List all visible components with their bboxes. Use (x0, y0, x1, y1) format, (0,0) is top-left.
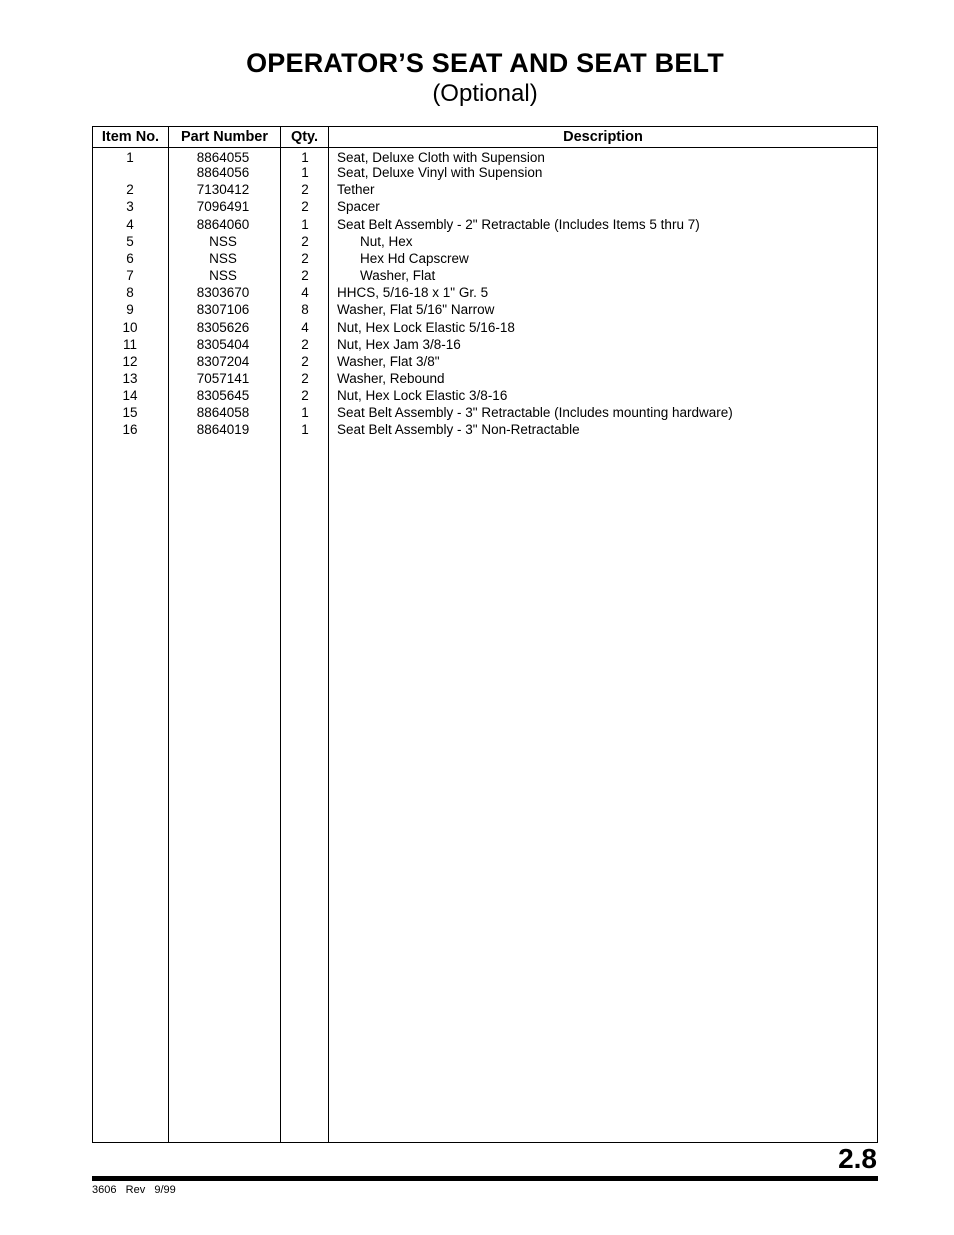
description: Washer, Flat 5/16" Narrow (337, 302, 495, 317)
table-row (93, 405, 877, 421)
part-number: 7096491 (196, 199, 250, 214)
description: Washer, Flat (360, 268, 436, 283)
table-row (93, 302, 877, 318)
quantity: 2 (301, 388, 309, 403)
item-number: 10 (122, 320, 138, 335)
quantity: 1 (301, 422, 309, 437)
quantity: 4 (301, 320, 309, 335)
description: Seat, Deluxe Vinyl with Supension (337, 165, 543, 180)
item-number: 16 (122, 422, 138, 437)
parts-table (92, 126, 878, 1143)
quantity: 2 (301, 182, 309, 197)
table-row (93, 285, 877, 301)
description: Spacer (337, 199, 380, 214)
quantity: 1 (301, 405, 309, 420)
table-row (93, 268, 877, 284)
table-row (93, 234, 877, 250)
quantity: 2 (301, 354, 309, 369)
description: Seat Belt Assembly - 3" Non-Retractable (337, 422, 580, 437)
table-row (93, 337, 877, 353)
header-item-no: Item No. (101, 129, 160, 145)
item-number: 5 (126, 234, 134, 249)
description: Nut, Hex (360, 234, 413, 249)
page-subtitle: (Optional) (432, 80, 538, 107)
quantity: 8 (301, 302, 309, 317)
description: Hex Hd Capscrew (360, 251, 469, 266)
part-number: 8864058 (196, 405, 250, 420)
quantity: 1 (301, 217, 309, 232)
quantity: 2 (301, 234, 309, 249)
header-description: Description (563, 129, 643, 145)
part-number: 8864060 (196, 217, 250, 232)
table-row (93, 199, 877, 215)
table-row (93, 371, 877, 387)
item-number: 7 (126, 268, 134, 283)
part-number: 8307106 (196, 302, 250, 317)
table-row (93, 354, 877, 370)
header-part-number: Part Number (180, 129, 269, 145)
part-number: 8864019 (196, 422, 250, 437)
part-number: NSS (209, 251, 237, 266)
part-number: 8305404 (196, 337, 250, 352)
item-number: 2 (126, 182, 134, 197)
quantity: 2 (301, 199, 309, 214)
item-number: 3 (126, 199, 134, 214)
item-number: 8 (126, 285, 134, 300)
item-number: 14 (122, 388, 138, 403)
table-row (93, 251, 877, 267)
description: Nut, Hex Jam 3/8-16 (337, 337, 461, 352)
section-number: 2.8 (838, 1143, 877, 1174)
description: Seat Belt Assembly - 3" Retractable (Includes mounting hardware) (337, 405, 733, 420)
table-row (93, 217, 877, 233)
part-number: 8307204 (196, 354, 250, 369)
description: Tether (337, 182, 375, 197)
quantity: 4 (301, 285, 309, 300)
table-row (93, 388, 877, 404)
part-number: 8864055 (196, 150, 250, 165)
item-number: 11 (122, 337, 137, 352)
table-row (93, 422, 877, 438)
table-row (93, 182, 877, 198)
quantity: 2 (301, 337, 309, 352)
item-number: 12 (122, 354, 138, 369)
description: Nut, Hex Lock Elastic 5/16-18 (337, 320, 515, 335)
description: Seat Belt Assembly - 2" Retractable (Includes Items 5 thru 7) (337, 217, 700, 232)
part-number: 7130412 (196, 182, 250, 197)
table-row (93, 165, 877, 181)
quantity: 1 (301, 165, 309, 180)
footer-revision: 3606 Rev 9/99 (92, 1184, 176, 1196)
table-row (93, 320, 877, 336)
description: Seat, Deluxe Cloth with Supension (337, 150, 545, 165)
part-number: 8305645 (196, 388, 250, 403)
header-qty: Qty. (290, 129, 319, 145)
quantity: 1 (301, 150, 309, 165)
part-number: 7057141 (196, 371, 250, 386)
description: Washer, Rebound (337, 371, 445, 386)
item-number: 6 (126, 251, 134, 266)
quantity: 2 (301, 371, 309, 386)
part-number: 8303670 (196, 285, 250, 300)
quantity: 2 (301, 268, 309, 283)
part-number: 8864056 (196, 165, 250, 180)
item-number: 13 (122, 371, 138, 386)
page-title: OPERATOR’S SEAT AND SEAT BELT (246, 48, 724, 78)
item-number: 9 (126, 302, 134, 317)
item-number: 15 (122, 405, 138, 420)
quantity: 2 (301, 251, 309, 266)
description: Washer, Flat 3/8" (337, 354, 440, 369)
part-number: NSS (209, 268, 237, 283)
item-number: 4 (126, 217, 134, 232)
table-row (93, 150, 877, 166)
description: Nut, Hex Lock Elastic 3/8-16 (337, 388, 508, 403)
header-divider (93, 147, 877, 148)
item-number: 1 (126, 150, 134, 165)
part-number: NSS (209, 234, 237, 249)
section-rule (92, 1176, 878, 1181)
description: HHCS, 5/16-18 x 1" Gr. 5 (337, 285, 489, 300)
part-number: 8305626 (196, 320, 250, 335)
